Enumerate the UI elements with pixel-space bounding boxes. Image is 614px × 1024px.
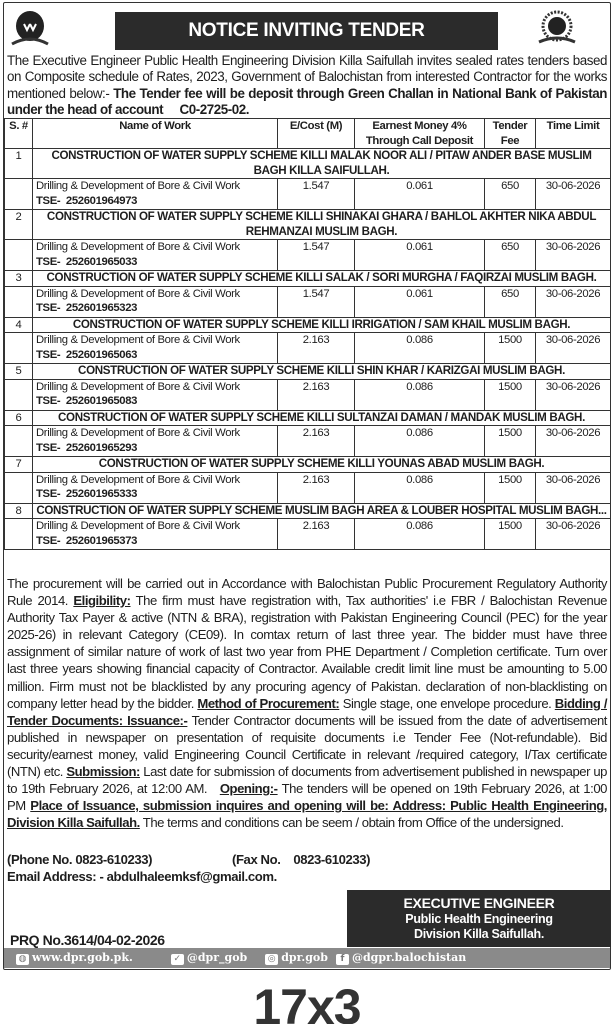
time-cell: 30-06-2026 <box>536 519 611 550</box>
serial-blank <box>5 379 33 410</box>
col-time: Time Limit <box>536 119 611 149</box>
time-cell: 30-06-2026 <box>536 426 611 457</box>
signature-title: EXECUTIVE ENGINEER <box>403 895 555 911</box>
paragraph-text: The firm must have registration with, Tax authorities' i.e FBR / Balochistan Revenue Authority Tax Payer & active (NTN & BRA), registration with Pakistan Engineering Council (PEC) for the year 2025-26) in relevant Category (CE09). In comtax return of last three year. The bidder must have three assignment of similar nature of work of last two year from PHE Department / Completion certificate. Turn over last three years showing financial capacity of Contractor. Available credit limit line must be amounting to 5.00 million. Firm must not be blacklisted by any procuring agency of Pakistan. declaration of non-blacklisting on company letter head by the bidder. <box>7 593 607 711</box>
fee-cell: 1500 <box>485 333 536 364</box>
table-row <box>5 179 611 210</box>
work-name: Drilling & Development of Bore & Civil Work <box>36 520 240 532</box>
work-cell <box>33 286 278 317</box>
time-cell: 30-06-2026 <box>536 240 611 271</box>
instagram-icon: ◎ <box>265 954 278 965</box>
ad-size-label: 17x3 <box>253 979 361 1024</box>
cost-cell: 2.163 <box>278 379 355 410</box>
facebook-icon: f <box>336 954 349 965</box>
serial-number: 5 <box>5 364 33 380</box>
table-row-title <box>5 210 611 240</box>
table-row <box>5 426 611 457</box>
scheme-title: CONSTRUCTION OF WATER SUPPLY SCHEME KILLI MALAK NOOR ALI / PITAW ANDER BASE MUSLIM BAGH KILLA SAIFULLAH. <box>33 149 611 179</box>
section-heading: Method of Procurement: <box>197 695 340 711</box>
scheme-title: CONSTRUCTION OF WATER SUPPLY SCHEME KILLI SALAK / SORI MURGHA / FAQIRZAI MUSLIM BAGH. <box>33 271 611 287</box>
serial-number: 8 <box>5 503 33 519</box>
tse-number: TSE- 252601965323 <box>36 302 138 314</box>
serial-blank <box>5 240 33 271</box>
prq-number: PRQ No.3614/04-02-2026 <box>10 932 165 948</box>
work-cell <box>33 379 278 410</box>
work-name: Drilling & Development of Bore & Civil Work <box>36 427 240 439</box>
tse-number: TSE- 252601965083 <box>36 395 138 407</box>
table-row-title <box>5 457 611 473</box>
table-header <box>5 119 611 149</box>
time-cell: 30-06-2026 <box>536 333 611 364</box>
section-heading: Bidding / Tender Documents: Issuance:- <box>7 695 608 728</box>
serial-number: 1 <box>5 149 33 179</box>
table-row <box>5 333 611 364</box>
table-row-title <box>5 364 611 380</box>
table-row-title <box>5 271 611 287</box>
section-heading: Opening:- <box>219 781 278 797</box>
website-link[interactable]: ◍ www.dpr.gob.pk. <box>16 951 133 965</box>
tender-table <box>4 118 611 550</box>
section-heading: Place of Issuance, submission inquires and opening will be: Address: Public Health Engineering, Division Killa Saifullah. <box>7 798 607 831</box>
fee-cell: 1500 <box>485 519 536 550</box>
instagram-link[interactable]: ◎ dpr.gob <box>265 951 328 965</box>
social-bar <box>4 948 610 968</box>
fee-cell: 650 <box>485 179 536 210</box>
table-row-title <box>5 149 611 179</box>
table-row <box>5 286 611 317</box>
scheme-title: CONSTRUCTION OF WATER SUPPLY SCHEME KILLI IRRIGATION / SAM KHAIL MUSLIM BAGH. <box>33 317 611 333</box>
work-cell <box>33 519 278 550</box>
paragraph-text: The terms and conditions can be seem / obtain from Office of the undersigned. <box>139 815 564 831</box>
serial-blank <box>5 333 33 364</box>
tse-number: TSE- 252601965293 <box>36 441 138 454</box>
work-name: Drilling & Development of Bore & Civil Work <box>36 180 240 192</box>
table-row-title <box>5 317 611 333</box>
serial-number: 4 <box>5 317 33 333</box>
work-name: Drilling & Development of Bore & Civil Work <box>36 473 240 486</box>
col-cost: E/Cost (M) <box>278 119 355 149</box>
work-name: Drilling & Development of Bore & Civil Work <box>36 241 240 253</box>
table-row <box>5 472 611 503</box>
fee-cell: 1500 <box>485 472 536 503</box>
scheme-title: CONSTRUCTION OF WATER SUPPLY SCHEME MUSLIM BAGH AREA & LOUBER HOSPITAL MUSLIM BAGH... <box>33 503 611 519</box>
serial-number: 3 <box>5 271 33 287</box>
twitter-icon: ✓ <box>171 954 184 965</box>
time-cell: 30-06-2026 <box>536 472 611 503</box>
work-cell <box>33 426 278 457</box>
cost-cell: 2.163 <box>278 472 355 503</box>
serial-number: 6 <box>5 410 33 426</box>
fee-cell: 1500 <box>485 379 536 410</box>
table-row-title <box>5 410 611 426</box>
serial-blank <box>5 286 33 317</box>
table-row-title <box>5 503 611 519</box>
intro-plain: The Executive Engineer Public Health Engineering Division Killa Saifullah invites sealed rates tenders based on Composite schedule of Rates, 2023, Government of Balochistan from interested Contractor for the works mentioned below:- <box>7 53 607 101</box>
paragraph-text: Last date for submission of documents from advertisement published in newspaper up to 19th February 2026, at 12:00 AM. <box>7 764 608 797</box>
work-name: Drilling & Development of Bore & Civil Work <box>36 380 240 393</box>
earnest-cell: 0.061 <box>355 286 485 317</box>
tse-number: TSE- 252601965063 <box>36 348 138 361</box>
email-address: Email Address: - abdulhaleemksf@gmail.com. <box>7 869 277 885</box>
paragraph-text: Tender Contractor documents will be issued from the date of advertisement published in newspaper on presentation of requisite documents i.e Tender Fee (Not-refundable). Bid security/earnest money, valid Engineering Council Certificate in relevant /required category, I/Tax certificate (NTN) etc. <box>7 712 607 780</box>
tse-number: TSE- 252601965333 <box>36 488 138 500</box>
cost-cell: 1.547 <box>278 286 355 317</box>
col-sn: S. # <box>5 119 33 149</box>
earnest-cell: 0.086 <box>355 333 485 364</box>
fee-cell: 1500 <box>485 426 536 457</box>
earnest-cell: 0.086 <box>355 519 485 550</box>
serial-number: 2 <box>5 210 33 240</box>
globe-icon: ◍ <box>16 954 29 965</box>
scheme-title: CONSTRUCTION OF WATER SUPPLY SCHEME KILLI SULTANZAI DAMAN / MANDAK MUSLIM BAGH. <box>33 410 611 426</box>
cost-cell: 2.163 <box>278 519 355 550</box>
cost-cell: 2.163 <box>278 426 355 457</box>
serial-blank <box>5 179 33 210</box>
work-name: Drilling & Development of Bore & Civil Work <box>36 287 240 300</box>
twitter-link[interactable]: ✓ @dpr_gob <box>171 951 247 965</box>
tse-number: TSE- 252601965033 <box>36 255 138 268</box>
time-cell: 30-06-2026 <box>536 179 611 210</box>
earnest-cell: 0.086 <box>355 472 485 503</box>
phe-emblem-logo <box>535 6 579 50</box>
fee-cell: 650 <box>485 286 536 317</box>
work-cell <box>33 472 278 503</box>
signature-block <box>347 890 611 947</box>
col-fee: Tender Fee <box>485 119 536 149</box>
col-earnest: Earnest Money 4% Through Call Deposit <box>355 119 485 149</box>
scheme-title: CONSTRUCTION OF WATER SUPPLY SCHEME KILLI SHIN KHAR / KARIZGAI MUSLIM BAGH. <box>33 364 611 380</box>
fax-number: (Fax No. 0823-610233) <box>232 852 371 867</box>
balochistan-emblem-logo <box>8 6 52 50</box>
facebook-link[interactable]: f @dgpr.balochistan <box>336 951 466 965</box>
paragraph-text: The tenders will be opened on 19th February 2026, at 1:00 PM <box>7 781 607 814</box>
phone-number: (Phone No. 0823-610233) <box>7 852 153 867</box>
cost-cell: 1.547 <box>278 240 355 271</box>
work-cell <box>33 333 278 364</box>
earnest-cell: 0.086 <box>355 379 485 410</box>
tse-number: TSE- 252601964973 <box>36 194 138 207</box>
scheme-title: CONSTRUCTION OF WATER SUPPLY SCHEME KILLI YOUNAS ABAD MUSLIM BAGH. <box>33 457 611 473</box>
time-cell: 30-06-2026 <box>536 286 611 317</box>
cost-cell: 2.163 <box>278 333 355 364</box>
table-row <box>5 240 611 271</box>
work-cell <box>33 240 278 271</box>
table-row <box>5 379 611 410</box>
fee-cell: 650 <box>485 240 536 271</box>
table-row <box>5 519 611 550</box>
tse-number: TSE- 252601965373 <box>36 534 138 547</box>
intro-bold: The Tender fee will be deposit through Green Challan in National Bank of Pakistan under the head of account C0-2725-02. <box>7 85 607 117</box>
col-name: Name of Work <box>33 119 278 149</box>
earnest-cell: 0.086 <box>355 426 485 457</box>
signature-division: Division Killa Saifullah. <box>413 927 545 941</box>
serial-blank <box>5 519 33 550</box>
intro-text <box>7 53 607 118</box>
scheme-title: CONSTRUCTION OF WATER SUPPLY SCHEME KILLI SHINAKAI GHARA / BAHLOL AKHTER NIKA ABDUL REHMANZAI MUSLIM BAGH. <box>33 210 611 240</box>
earnest-cell: 0.061 <box>355 179 485 210</box>
earnest-cell: 0.061 <box>355 240 485 271</box>
cost-cell: 1.547 <box>278 179 355 210</box>
paragraph-text: The procurement will be carried out in Accordance with Balochistan Public Procurement Regulatory Authority Rule 2014. <box>7 576 607 609</box>
work-cell <box>33 179 278 210</box>
paragraph-text: Single stage, one envelope procedure. <box>339 695 555 711</box>
terms-paragraph <box>7 575 607 831</box>
notice-title: NOTICE INVITING TENDER <box>115 12 498 50</box>
serial-number: 7 <box>5 457 33 473</box>
serial-blank <box>5 426 33 457</box>
work-name: Drilling & Development of Bore & Civil Work <box>36 334 240 346</box>
section-heading: Eligibility: <box>73 593 131 609</box>
section-heading: Submission: <box>66 764 140 780</box>
time-cell: 30-06-2026 <box>536 379 611 410</box>
serial-blank <box>5 472 33 503</box>
contact-info <box>7 851 370 886</box>
signature-dept: Public Health Engineering <box>405 911 553 926</box>
